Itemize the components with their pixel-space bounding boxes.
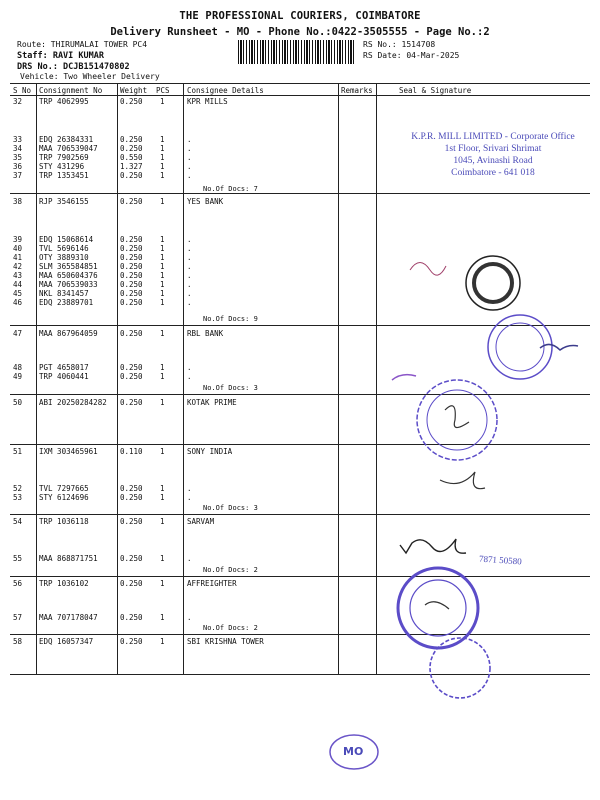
column-header-consignee: Consignee Details bbox=[187, 86, 264, 95]
row-weight: 0.250 bbox=[120, 298, 143, 307]
row-sno: 41 bbox=[13, 253, 23, 262]
row-cno: TRP 1036118 bbox=[39, 517, 89, 526]
row-pcs: 1 bbox=[160, 517, 165, 526]
rbl-bank-seal-icon bbox=[488, 315, 578, 379]
row-weight: 0.250 bbox=[120, 171, 143, 180]
row-sno: 36 bbox=[13, 162, 23, 171]
route-label: Route: THIRUMALAI TOWER PC4 bbox=[17, 40, 148, 49]
row-weight: 0.250 bbox=[120, 613, 143, 622]
row-weight: 0.250 bbox=[120, 144, 143, 153]
row-pcs: 1 bbox=[160, 363, 165, 372]
row-sno: 57 bbox=[13, 613, 23, 622]
row-pcs: 1 bbox=[160, 447, 165, 456]
row-weight: 0.250 bbox=[120, 484, 143, 493]
row-sno: 48 bbox=[13, 363, 23, 372]
row-consignee: . bbox=[187, 613, 192, 622]
row-weight: 0.550 bbox=[120, 153, 143, 162]
row-cno: TVL 5696146 bbox=[39, 244, 89, 253]
row-cno: TRP 1036102 bbox=[39, 579, 89, 588]
row-consignee: . bbox=[187, 171, 192, 180]
row-consignee: . bbox=[187, 484, 192, 493]
row-cno: TVL 7297665 bbox=[39, 484, 89, 493]
row-sno: 35 bbox=[13, 153, 23, 162]
row-pcs: 1 bbox=[160, 289, 165, 298]
row-weight: 0.250 bbox=[120, 235, 143, 244]
row-pcs: 1 bbox=[160, 493, 165, 502]
row-sno: 45 bbox=[13, 289, 23, 298]
row-pcs: 1 bbox=[160, 372, 165, 381]
row-sno: 46 bbox=[13, 298, 23, 307]
row-pcs: 1 bbox=[160, 253, 165, 262]
row-cno: MAA 650604376 bbox=[39, 271, 98, 280]
row-pcs: 1 bbox=[160, 271, 165, 280]
column-header-weight: Weight bbox=[120, 86, 148, 95]
row-weight: 0.250 bbox=[120, 637, 143, 646]
row-sno: 33 bbox=[13, 135, 23, 144]
row-weight: 0.250 bbox=[120, 289, 143, 298]
runsheet-title: Delivery Runsheet - MO - Phone No.:0422-3505555 - Page No.:2 bbox=[110, 26, 490, 38]
column-header-sno: S No bbox=[13, 86, 32, 95]
row-pcs: 1 bbox=[160, 554, 165, 563]
row-pcs: 1 bbox=[160, 235, 165, 244]
row-consignee: SARVAM bbox=[187, 517, 215, 526]
row-weight: 0.250 bbox=[120, 197, 143, 206]
row-consignee: . bbox=[187, 363, 192, 372]
row-sno: 50 bbox=[13, 398, 23, 407]
row-sno: 40 bbox=[13, 244, 23, 253]
row-weight: 0.250 bbox=[120, 329, 143, 338]
row-sno: 55 bbox=[13, 554, 23, 563]
row-sno: 54 bbox=[13, 517, 23, 526]
row-consignee: . bbox=[187, 262, 192, 271]
row-consignee: . bbox=[187, 298, 192, 307]
row-sno: 32 bbox=[13, 97, 23, 106]
row-weight: 0.250 bbox=[120, 135, 143, 144]
column-header-seal: Seal & Signature bbox=[399, 86, 472, 95]
row-weight: 0.250 bbox=[120, 398, 143, 407]
row-sno: 47 bbox=[13, 329, 23, 338]
row-sno: 39 bbox=[13, 235, 23, 244]
row-sno: 43 bbox=[13, 271, 23, 280]
row-sno: 56 bbox=[13, 579, 23, 588]
row-consignee: . bbox=[187, 372, 192, 381]
doc-count: No.Of Docs: 9 bbox=[203, 315, 258, 323]
sony-signature-icon bbox=[440, 472, 485, 489]
rs-number: RS No.: 1514708 bbox=[363, 40, 436, 49]
row-pcs: 1 bbox=[160, 171, 165, 180]
mo-stamp-text: MO bbox=[343, 745, 364, 758]
row-consignee: AFFREIGHTER bbox=[187, 579, 237, 588]
row-sno: 44 bbox=[13, 280, 23, 289]
row-sno: 58 bbox=[13, 637, 23, 646]
row-cno: MAA 706539047 bbox=[39, 144, 98, 153]
row-sno: 42 bbox=[13, 262, 23, 271]
row-sno: 34 bbox=[13, 144, 23, 153]
doc-count: No.Of Docs: 2 bbox=[203, 624, 258, 632]
row-sno: 37 bbox=[13, 171, 23, 180]
row-weight: 0.250 bbox=[120, 554, 143, 563]
column-header-consignment: Consignment No bbox=[39, 86, 103, 95]
row-weight: 0.250 bbox=[120, 253, 143, 262]
kotak-prime-seal-icon bbox=[392, 375, 497, 460]
row-cno: STY 6124696 bbox=[39, 493, 89, 502]
row-cno: OTY 3889310 bbox=[39, 253, 89, 262]
row-cno: TRP 1353451 bbox=[39, 171, 89, 180]
company-name: THE PROFESSIONAL COURIERS, COIMBATORE bbox=[179, 10, 421, 22]
row-cno: IXM 303465961 bbox=[39, 447, 98, 456]
row-pcs: 1 bbox=[160, 637, 165, 646]
row-pcs: 1 bbox=[160, 329, 165, 338]
row-consignee: KPR MILLS bbox=[187, 97, 228, 106]
row-pcs: 1 bbox=[160, 162, 165, 171]
row-consignee: . bbox=[187, 153, 192, 162]
row-cno: TRP 4060441 bbox=[39, 372, 89, 381]
row-cno: MAA 707178047 bbox=[39, 613, 98, 622]
staff-label: Staff: RAVI KUMAR bbox=[17, 51, 104, 61]
row-cno: MAA 867964059 bbox=[39, 329, 98, 338]
row-cno: NKL 8341457 bbox=[39, 289, 89, 298]
row-cno: MAA 706539033 bbox=[39, 280, 98, 289]
row-consignee: KOTAK PRIME bbox=[187, 398, 237, 407]
row-cno: ABI 20250284282 bbox=[39, 398, 107, 407]
row-cno: EDQ 23889701 bbox=[39, 298, 94, 307]
vehicle-label: Vehicle: Two Wheeler Delivery bbox=[20, 72, 160, 81]
row-cno: EDQ 16057347 bbox=[39, 637, 94, 646]
doc-count: No.Of Docs: 2 bbox=[203, 566, 258, 574]
row-consignee: . bbox=[187, 162, 192, 171]
row-sno: 51 bbox=[13, 447, 23, 456]
row-pcs: 1 bbox=[160, 298, 165, 307]
row-consignee: . bbox=[187, 280, 192, 289]
rs-date: RS Date: 04-Mar-2025 bbox=[363, 51, 460, 60]
sarvam-signature-icon bbox=[400, 539, 466, 553]
row-consignee: . bbox=[187, 271, 192, 280]
row-consignee: . bbox=[187, 244, 192, 253]
row-pcs: 1 bbox=[160, 262, 165, 271]
row-weight: 0.250 bbox=[120, 372, 143, 381]
row-consignee: . bbox=[187, 235, 192, 244]
row-consignee: . bbox=[187, 253, 192, 262]
column-header-pcs: PCS bbox=[156, 86, 170, 95]
row-cno: STY 431296 bbox=[39, 162, 85, 171]
doc-count: No.Of Docs: 3 bbox=[203, 384, 258, 392]
row-consignee: . bbox=[187, 144, 192, 153]
doc-count: No.Of Docs: 3 bbox=[203, 504, 258, 512]
affreighter-seal-icon bbox=[398, 568, 478, 648]
row-pcs: 1 bbox=[160, 197, 165, 206]
row-cno: SLM 365584851 bbox=[39, 262, 98, 271]
row-cno: TRP 4062995 bbox=[39, 97, 89, 106]
kpr-stamp-line: Coimbatore - 641 018 bbox=[451, 168, 535, 178]
row-cno: EDQ 26384331 bbox=[39, 135, 94, 144]
yes-bank-seal-icon bbox=[410, 256, 520, 310]
row-weight: 0.250 bbox=[120, 280, 143, 289]
handwritten-phone-number: 7871 50580 bbox=[478, 553, 523, 567]
row-weight: 1.327 bbox=[120, 162, 143, 171]
row-weight: 0.250 bbox=[120, 493, 143, 502]
row-pcs: 1 bbox=[160, 97, 165, 106]
row-pcs: 1 bbox=[160, 153, 165, 162]
row-consignee: YES BANK bbox=[187, 197, 224, 206]
row-weight: 0.250 bbox=[120, 517, 143, 526]
sbi-seal-icon bbox=[430, 638, 490, 698]
row-weight: 0.250 bbox=[120, 363, 143, 372]
row-sno: 52 bbox=[13, 484, 23, 493]
row-weight: 0.250 bbox=[120, 97, 143, 106]
row-cno: EDQ 15068614 bbox=[39, 235, 94, 244]
row-sno: 53 bbox=[13, 493, 23, 502]
row-pcs: 1 bbox=[160, 144, 165, 153]
row-cno: TRP 7902569 bbox=[39, 153, 89, 162]
drs-number: DRS No.: DCJB151470802 bbox=[17, 62, 130, 72]
row-pcs: 1 bbox=[160, 613, 165, 622]
row-pcs: 1 bbox=[160, 135, 165, 144]
row-cno: RJP 3546155 bbox=[39, 197, 89, 206]
row-weight: 0.110 bbox=[120, 447, 143, 456]
row-sno: 49 bbox=[13, 372, 23, 381]
doc-count: No.Of Docs: 7 bbox=[203, 185, 258, 193]
column-header-remarks: Remarks bbox=[341, 86, 373, 95]
row-weight: 0.250 bbox=[120, 579, 143, 588]
row-pcs: 1 bbox=[160, 398, 165, 407]
row-sno: 38 bbox=[13, 197, 23, 206]
kpr-stamp-line: 1st Floor, Srivari Shrimat bbox=[444, 144, 542, 154]
row-consignee: . bbox=[187, 135, 192, 144]
row-weight: 0.250 bbox=[120, 262, 143, 271]
row-consignee: . bbox=[187, 493, 192, 502]
row-pcs: 1 bbox=[160, 244, 165, 253]
row-consignee: RBL BANK bbox=[187, 329, 224, 338]
kpr-stamp-line: 1045, Avinashi Road bbox=[453, 156, 533, 166]
row-consignee: SBI KRISHNA TOWER bbox=[187, 637, 264, 646]
row-consignee: . bbox=[187, 554, 192, 563]
row-weight: 0.250 bbox=[120, 244, 143, 253]
row-consignee: . bbox=[187, 289, 192, 298]
row-pcs: 1 bbox=[160, 579, 165, 588]
row-cno: MAA 868871751 bbox=[39, 554, 98, 563]
row-weight: 0.250 bbox=[120, 271, 143, 280]
kpr-stamp-line: K.P.R. MILL LIMITED - Corporate Office bbox=[411, 132, 575, 142]
row-pcs: 1 bbox=[160, 484, 165, 493]
row-pcs: 1 bbox=[160, 280, 165, 289]
row-consignee: SONY INDIA bbox=[187, 447, 233, 456]
row-cno: PGT 4658017 bbox=[39, 363, 89, 372]
